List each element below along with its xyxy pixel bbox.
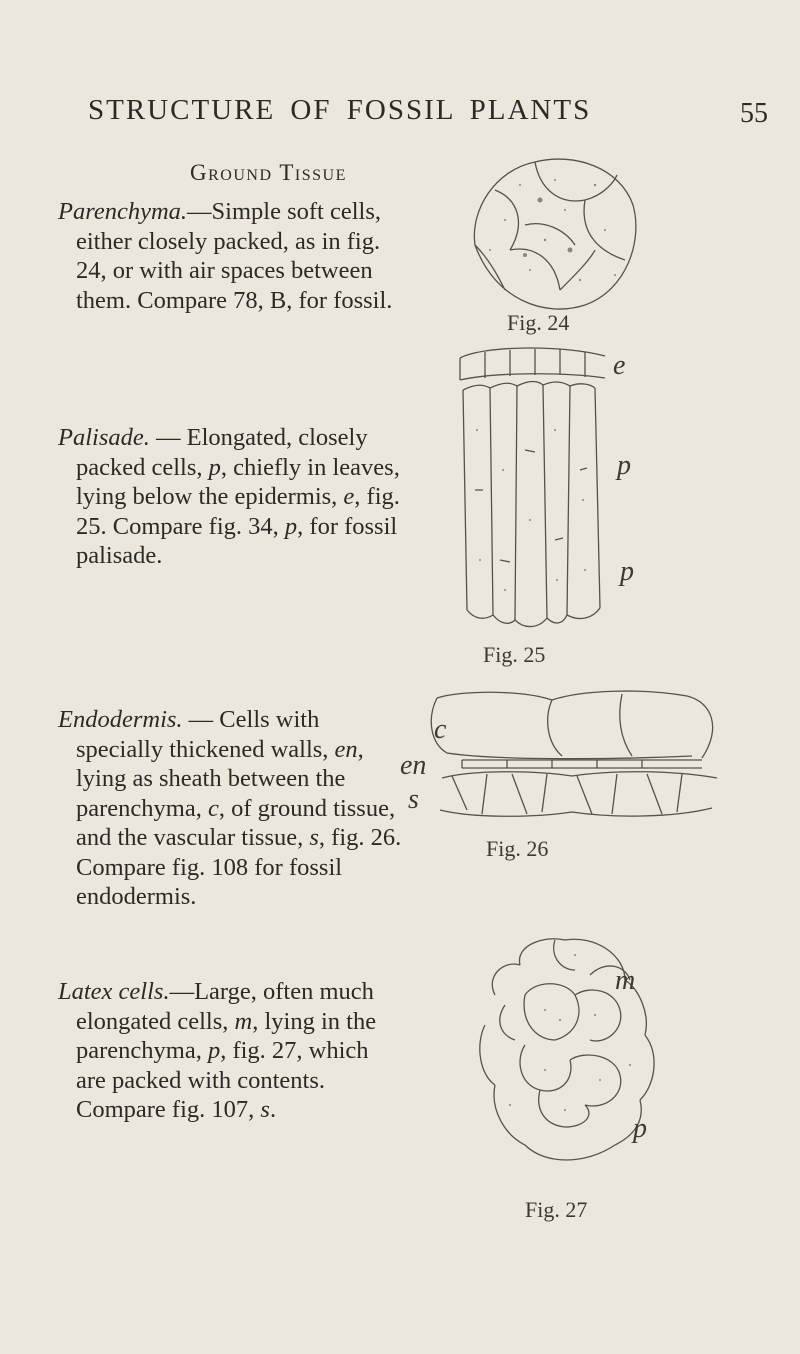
entry-text: , chiefly in leaves, lying below the epidermis, <box>76 453 400 510</box>
figure-27 <box>465 935 670 1222</box>
figure-label: p <box>620 556 634 587</box>
entry-symbol: p <box>208 453 221 481</box>
entry-paragraph <box>58 197 403 315</box>
entry-text: , of ground tissue, and the vascular tissue, <box>76 794 396 851</box>
entry-symbol: c <box>207 794 219 822</box>
entry-text: . <box>269 1096 277 1123</box>
figure-label: c <box>434 714 447 745</box>
entry-paragraph <box>58 423 403 571</box>
entry-text: —Simple soft cells, either closely packed, as in fig. 24, or with air spaces between them. Compare 78, B, for fossil. <box>76 198 393 314</box>
entry-symbol: m <box>234 1007 253 1035</box>
entry-text: , fig. 27, which are packed with contents. Compare fig. 107, <box>76 1037 369 1123</box>
entry-paragraph <box>58 705 403 912</box>
entry-text: , lying in the parenchyma, <box>76 1007 377 1064</box>
entry-symbol: en <box>334 735 358 763</box>
running-head-title: STRUCTURE OF FOSSIL PLANTS <box>88 94 592 126</box>
running-head <box>0 94 800 134</box>
entry-symbol: p <box>284 512 298 540</box>
figure-caption: Fig. 27 <box>525 1197 588 1222</box>
figure-caption: Fig. 25 <box>483 642 546 667</box>
entry-text: , for fossil palisade. <box>76 512 398 569</box>
figure-label: e <box>613 350 626 381</box>
entry-term: Endodermis. <box>58 706 183 733</box>
figure-caption: Fig. 24 <box>507 310 570 335</box>
entry-term: Palisade. <box>58 424 150 451</box>
entry-symbol: s <box>309 824 319 851</box>
figure-25 <box>455 340 634 667</box>
entry-text: — Elongated, closely packed cells, <box>76 424 368 481</box>
entry-paragraph <box>58 977 403 1125</box>
figure-label: p <box>617 450 631 481</box>
entry-symbol: s <box>260 1096 270 1123</box>
entry-text: — Cells with specially thickened walls, <box>76 706 335 763</box>
entry-text: , fig. 25. Compare fig. 34, <box>76 483 400 540</box>
figure-label: p <box>633 1113 647 1144</box>
parenchyma-illustration <box>465 150 640 320</box>
figure-label: s <box>408 784 419 815</box>
entry-term: Parenchyma. <box>58 198 188 225</box>
page-number: 55 <box>740 98 768 129</box>
section-heading: Ground Tissue <box>190 160 347 185</box>
figure-label: en <box>400 750 427 781</box>
entry-symbol: e <box>343 483 355 510</box>
entry-symbol: p <box>207 1037 221 1064</box>
entry-palisade <box>58 423 403 571</box>
entry-term: Latex cells. <box>58 978 170 1005</box>
figure-label: m <box>615 965 636 996</box>
figure-24 <box>465 150 640 335</box>
entry-text: —Large, often much elongated cells, <box>76 978 374 1035</box>
endodermis-illustration <box>412 688 727 823</box>
entry-latex-cells <box>58 977 403 1125</box>
entry-parenchyma <box>58 197 403 315</box>
figure-caption: Fig. 26 <box>486 836 549 861</box>
figure-26 <box>400 688 727 861</box>
entry-text: , lying as sheath between the parenchyma, <box>76 735 364 822</box>
entry-text: , fig. 26. Compare fig. 108 for fossil endodermis. <box>76 824 402 910</box>
palisade-illustration <box>455 340 615 640</box>
entry-endodermis <box>58 705 403 912</box>
